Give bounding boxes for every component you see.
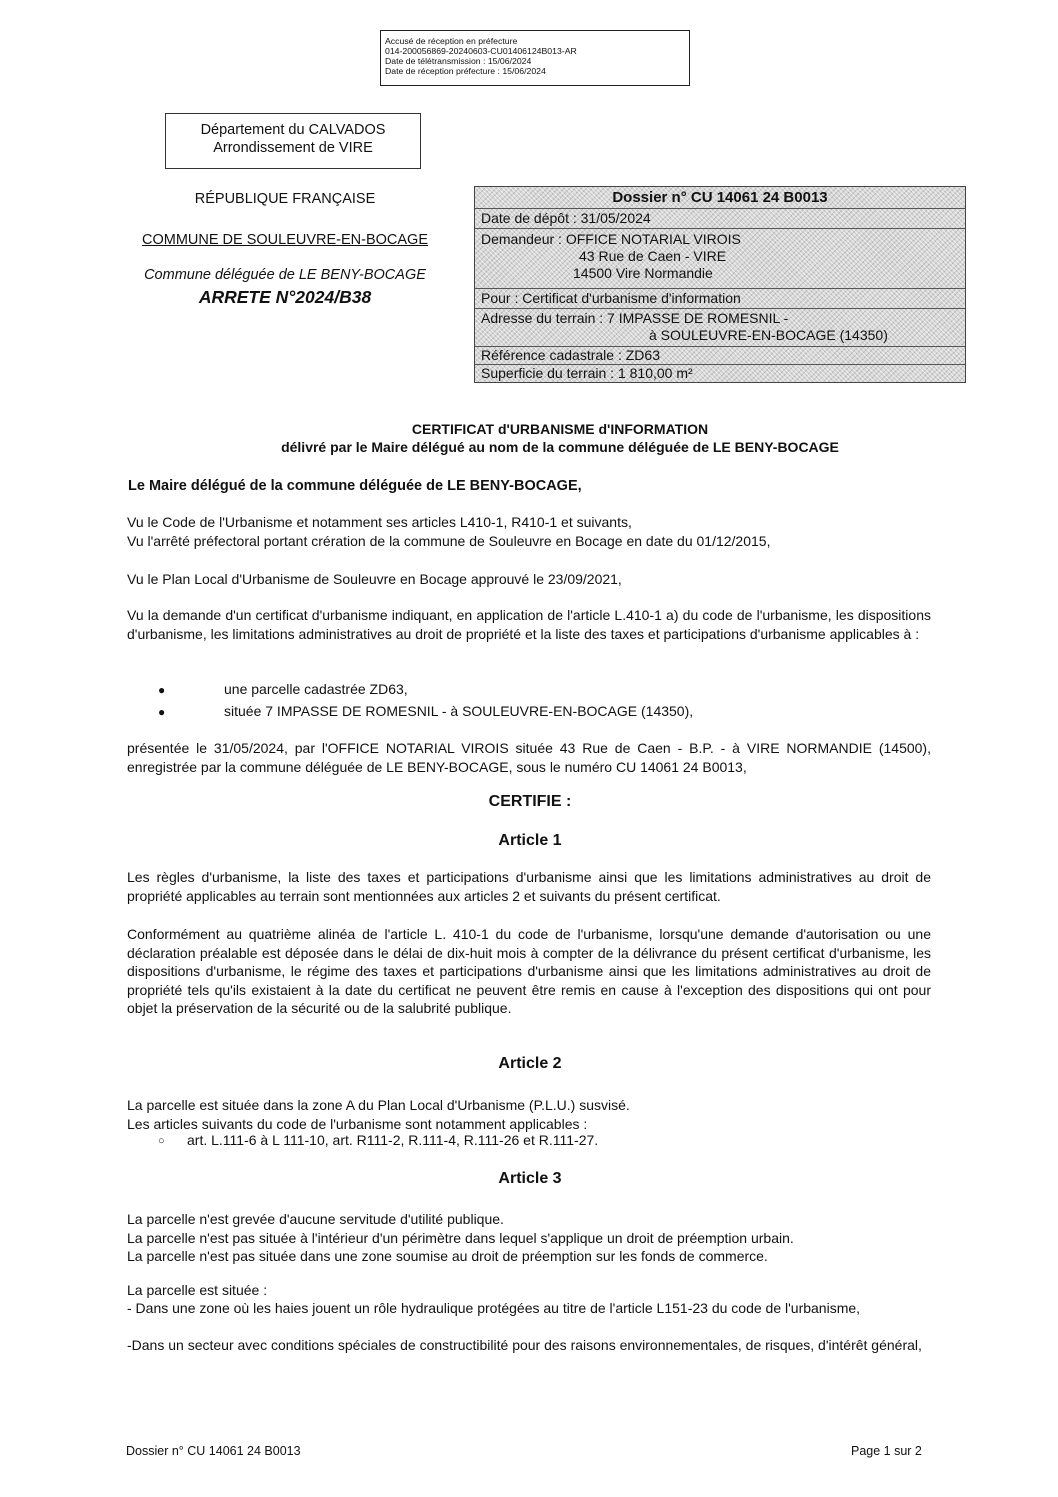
presentee-paragraph: présentée le 31/05/2024, par l'OFFICE NOTARIAL VIROIS située 43 Rue de Caen - B.P. - à VIRE NORMANDIE (14500), enregistrée par la commune déléguée de LE BENY-BOCAGE, sous le numéro CU 14061 24 B0013, (127, 740, 931, 775)
bullet-icon: ○ (158, 1135, 165, 1147)
article-2-body (127, 1096, 931, 1133)
certifie-heading: CERTIFIE : (488, 793, 572, 810)
footer-page-number: Page 1 sur 2 (851, 1444, 922, 1458)
article-3-body (127, 1210, 931, 1266)
article-3-line: La parcelle n'est grevée d'aucune servitude d'utilité publique. (127, 1211, 504, 1227)
adresse-line: Adresse du terrain : 7 IMPASSE DE ROMESNIL - (481, 310, 789, 326)
stamp-line: Date de télétransmission : 15/06/2024 (385, 56, 532, 66)
vu-plu: Vu le Plan Local d'Urbanisme de Souleuvre en Bocage approuvé le 23/09/2021, (127, 571, 622, 587)
prefecture-receipt-stamp (380, 30, 690, 86)
dossier-adresse (475, 309, 965, 347)
dossier-title: Dossier n° CU 14061 24 B0013 (475, 187, 965, 209)
vu-group (127, 513, 931, 550)
stamp-line: Date de réception préfecture : 15/06/2024 (385, 66, 546, 76)
vu-demande: Vu la demande d'un certificat d'urbanisme indiquant, en application de l'article L.410-1 a) du code de l'urbanisme, les dispositions d'urbanisme, les limitations administratives au droit de propriété et la liste des taxes et participations d'urbanisme applicables à : (127, 607, 931, 642)
dossier-box (474, 186, 966, 383)
commune-heading: COMMUNE DE SOULEUVRE-EN-BOCAGE (141, 232, 428, 248)
bullet-situee: située 7 IMPASSE DE ROMESNIL - à SOULEUVRE-EN-BOCAGE (14350), (224, 703, 694, 719)
bullet-parcelle: une parcelle cadastrée ZD63, (224, 681, 408, 697)
dossier-reference: Référence cadastrale : ZD63 (475, 347, 965, 365)
arrete-number: ARRETE N°2024/B38 (198, 287, 372, 307)
dossier-date-depot: Date de dépôt : 31/05/2024 (475, 209, 965, 229)
bullet-icon: ● (158, 705, 166, 719)
article-3-item-1: - Dans une zone où les haies jouent un rôle hydraulique protégées au titre de l'article L151-23 du code de l'urbanisme, (127, 1300, 861, 1316)
adresse-line: à SOULEUVRE-EN-BOCAGE (14350) (649, 327, 888, 343)
article-3-item-2: -Dans un secteur avec conditions spéciales de constructibilité pour des raisons environnementales, de risques, d'intérêt général, (127, 1337, 922, 1353)
dossier-pour: Pour : Certificat d'urbanisme d'information (475, 289, 965, 309)
dossier-demandeur (475, 229, 965, 289)
arrondissement-line: Arrondissement de VIRE (213, 140, 373, 156)
stamp-line: 014-200056869-20240603-CU01406124B013-AR (385, 46, 577, 56)
vu-code: Vu le Code de l'Urbanisme et notamment ses articles L410-1, R410-1 et suivants, (127, 514, 632, 530)
bullet-icon: ● (158, 683, 166, 697)
demandeur-street: 43 Rue de Caen - VIRE (579, 248, 727, 264)
article-3-line: La parcelle n'est pas située dans une zone soumise au droit de préemption sur les fonds de commerce. (127, 1248, 768, 1264)
article-2-line: Les articles suivants du code de l'urbanisme sont notamment applicables : (127, 1115, 588, 1132)
certificate-title: CERTIFICAT d'URBANISME d'INFORMATION (411, 421, 709, 437)
article-1-paragraph-2: Conformément au quatrième alinéa de l'article L. 410-1 du code de l'urbanisme, lorsqu'une demande d'autorisation ou une déclaration préalable est déposée dans le délai de dix-huit mois à compter de la délivrance du présent certificat d'urbanisme, les dispositions d'urbanisme, le régime des taxes et participations d'urbanisme ainsi que les limitations administratives au droit de propriété tels qu'ils existaient à la date du certificat ne peuvent être remis en cause à l'exception des dispositions qui ont pour objet la préservation de la sécurité ou de la salubrité publique. (127, 926, 931, 1016)
vu-arrete: Vu l'arrêté préfectoral portant crération de la commune de Souleuvre en Bocage en date du 01/12/2015, (127, 532, 771, 549)
dossier-superficie: Superficie du terrain : 1 810,00 m² (481, 365, 693, 381)
stamp-line: Accusé de réception en préfecture (385, 36, 518, 46)
demandeur-name: Demandeur : OFFICE NOTARIAL VIROIS (481, 231, 741, 247)
article-2-heading: Article 2 (498, 1055, 562, 1072)
article-2-line: La parcelle est située dans la zone A du Plan Local d'Urbanisme (P.L.U.) susvisé. (127, 1097, 630, 1113)
article-1-paragraph-1: Les règles d'urbanisme, la liste des taxes et participations d'urbanisme ainsi que les limitations administratives au droit de propriété applicables au terrain sont mentionnées aux articles 2 et suivants du présent certificat. (127, 869, 931, 904)
department-line: Département du CALVADOS (200, 122, 386, 138)
footer-dossier: Dossier n° CU 14061 24 B0013 (126, 1444, 301, 1458)
demandeur-city: 14500 Vire Normandie (573, 265, 713, 281)
article-3-line: La parcelle n'est pas située à l'intérieur d'un périmètre dans lequel s'applique un droit de préemption urbain. (127, 1229, 794, 1246)
article-3-heading: Article 3 (498, 1170, 562, 1187)
republique-heading: RÉPUBLIQUE FRANÇAISE (194, 191, 376, 207)
certificate-subtitle: délivré par le Maire délégué au nom de la commune déléguée de LE BENY-BOCAGE (281, 439, 839, 455)
department-box (165, 113, 421, 169)
article-2-bullet: art. L.111-6 à L 111-10, art. R111-2, R.111-4, R.111-26 et R.111-27. (187, 1132, 599, 1148)
article-1-heading: Article 1 (498, 832, 562, 849)
commune-deleguee: Commune déléguée de LE BENY-BOCAGE (144, 267, 426, 283)
maire-intro: Le Maire délégué de la commune déléguée de LE BENY-BOCAGE, (128, 478, 582, 494)
article-3-situee: La parcelle est située : (127, 1282, 268, 1298)
